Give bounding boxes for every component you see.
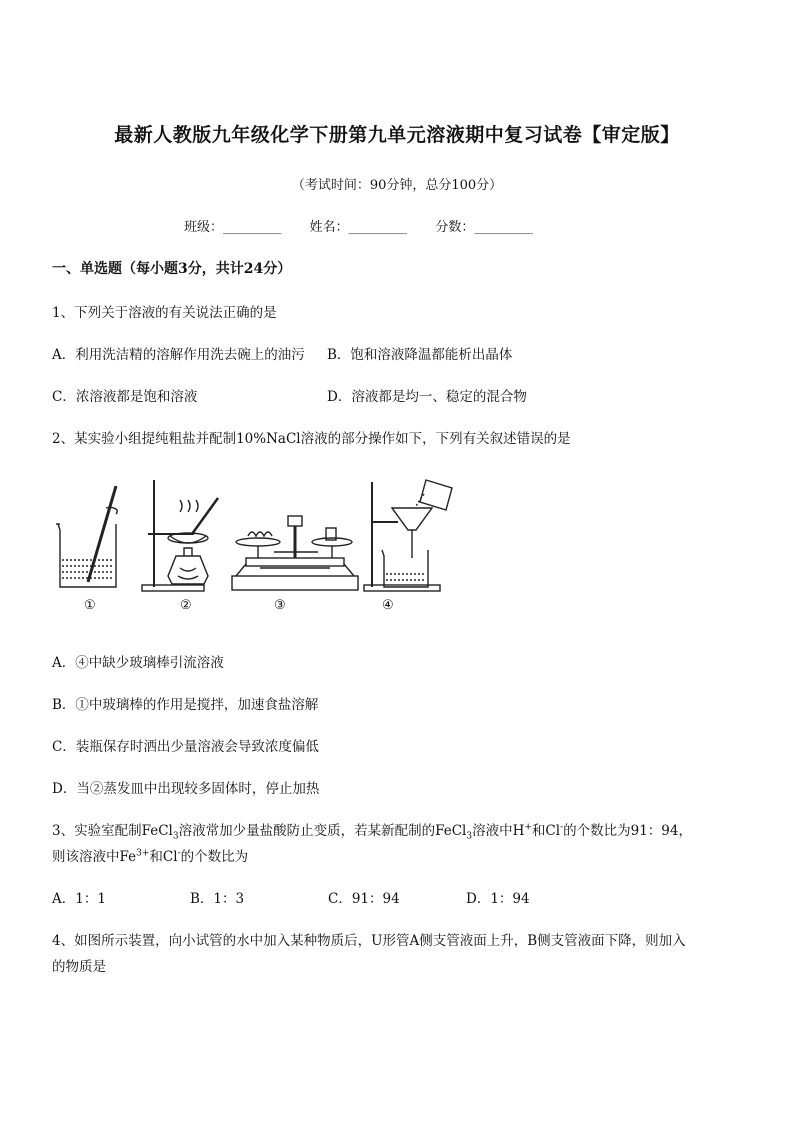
section-heading: 一、单选题（每小题3分，共计24分） — [52, 261, 292, 277]
filtration-icon — [364, 480, 452, 591]
q2-stem: 2、某实验小组提纯粗盐并配制10%NaCl溶液的部分操作如下，下列有关叙述错误的是 — [52, 431, 571, 447]
balance-icon — [232, 516, 358, 590]
q3-stem: 3、实验室配制FeCl$_3$溶液常加少量盐酸防止变质，若某新配制的FeCl$_3$溶液中H+和Cl-的个数比为91：94， — [52, 822, 692, 842]
q4-stem: 4、如图所示装置，向小试管的水中加入某种物质后，U形管A侧支管液面上升，B侧支管液面下降，则加入 — [52, 933, 686, 949]
score-field: 分数：_________ — [435, 220, 533, 235]
q1-option-d: D．溶液都是均一、稳定的混合物 — [327, 389, 527, 405]
page-title: 最新人教版九年级化学下册第九单元溶液期中复习试卷【审定版】 — [114, 124, 680, 146]
figure-label-2: ② — [180, 598, 192, 613]
student-info-row — [184, 216, 557, 235]
q2-option-b: B．①中玻璃棒的作用是搅拌，加速食盐溶解 — [52, 697, 319, 713]
q4-stem-line2: 的物质是 — [52, 959, 106, 975]
beaker-stirring-icon — [56, 486, 117, 587]
q1-stem: 1、下列关于溶液的有关说法正确的是 — [52, 305, 277, 321]
evaporation-setup-icon — [142, 480, 218, 591]
experiment-figure — [50, 472, 470, 597]
class-field: 班级：_________ — [184, 220, 282, 235]
q1-option-b: B．饱和溶液降温都能析出晶体 — [327, 347, 513, 363]
q2-option-d: D．当②蒸发皿中出现较多固体时，停止加热 — [52, 781, 320, 797]
q3-option-a: A．1：1 — [52, 891, 106, 907]
q3-stem-line2: 则该溶液中$Fe^{3+}$和Cl-的个数比为 — [52, 848, 249, 865]
q3-option-c: C．91：94 — [328, 891, 400, 907]
name-field: 姓名：_________ — [309, 220, 408, 235]
figure-label-1: ① — [84, 598, 96, 613]
q2-option-a: A．④中缺少玻璃棒引流溶液 — [52, 655, 224, 671]
exam-time-note: （考试时间：90分钟，总分100分） — [291, 178, 503, 193]
q1-option-c: C．浓溶液都是饱和溶液 — [52, 389, 198, 405]
q2-option-c: C．装瓶保存时洒出少量溶液会导致浓度偏低 — [52, 739, 319, 755]
q3-option-d: D．1：94 — [466, 891, 530, 907]
q1-option-a: A．利用洗洁精的溶解作用洗去碗上的油污 — [52, 347, 305, 363]
q3-option-b: B．1：3 — [190, 891, 245, 907]
figure-label-3: ③ — [274, 598, 286, 613]
figure-label-4: ④ — [382, 598, 394, 613]
